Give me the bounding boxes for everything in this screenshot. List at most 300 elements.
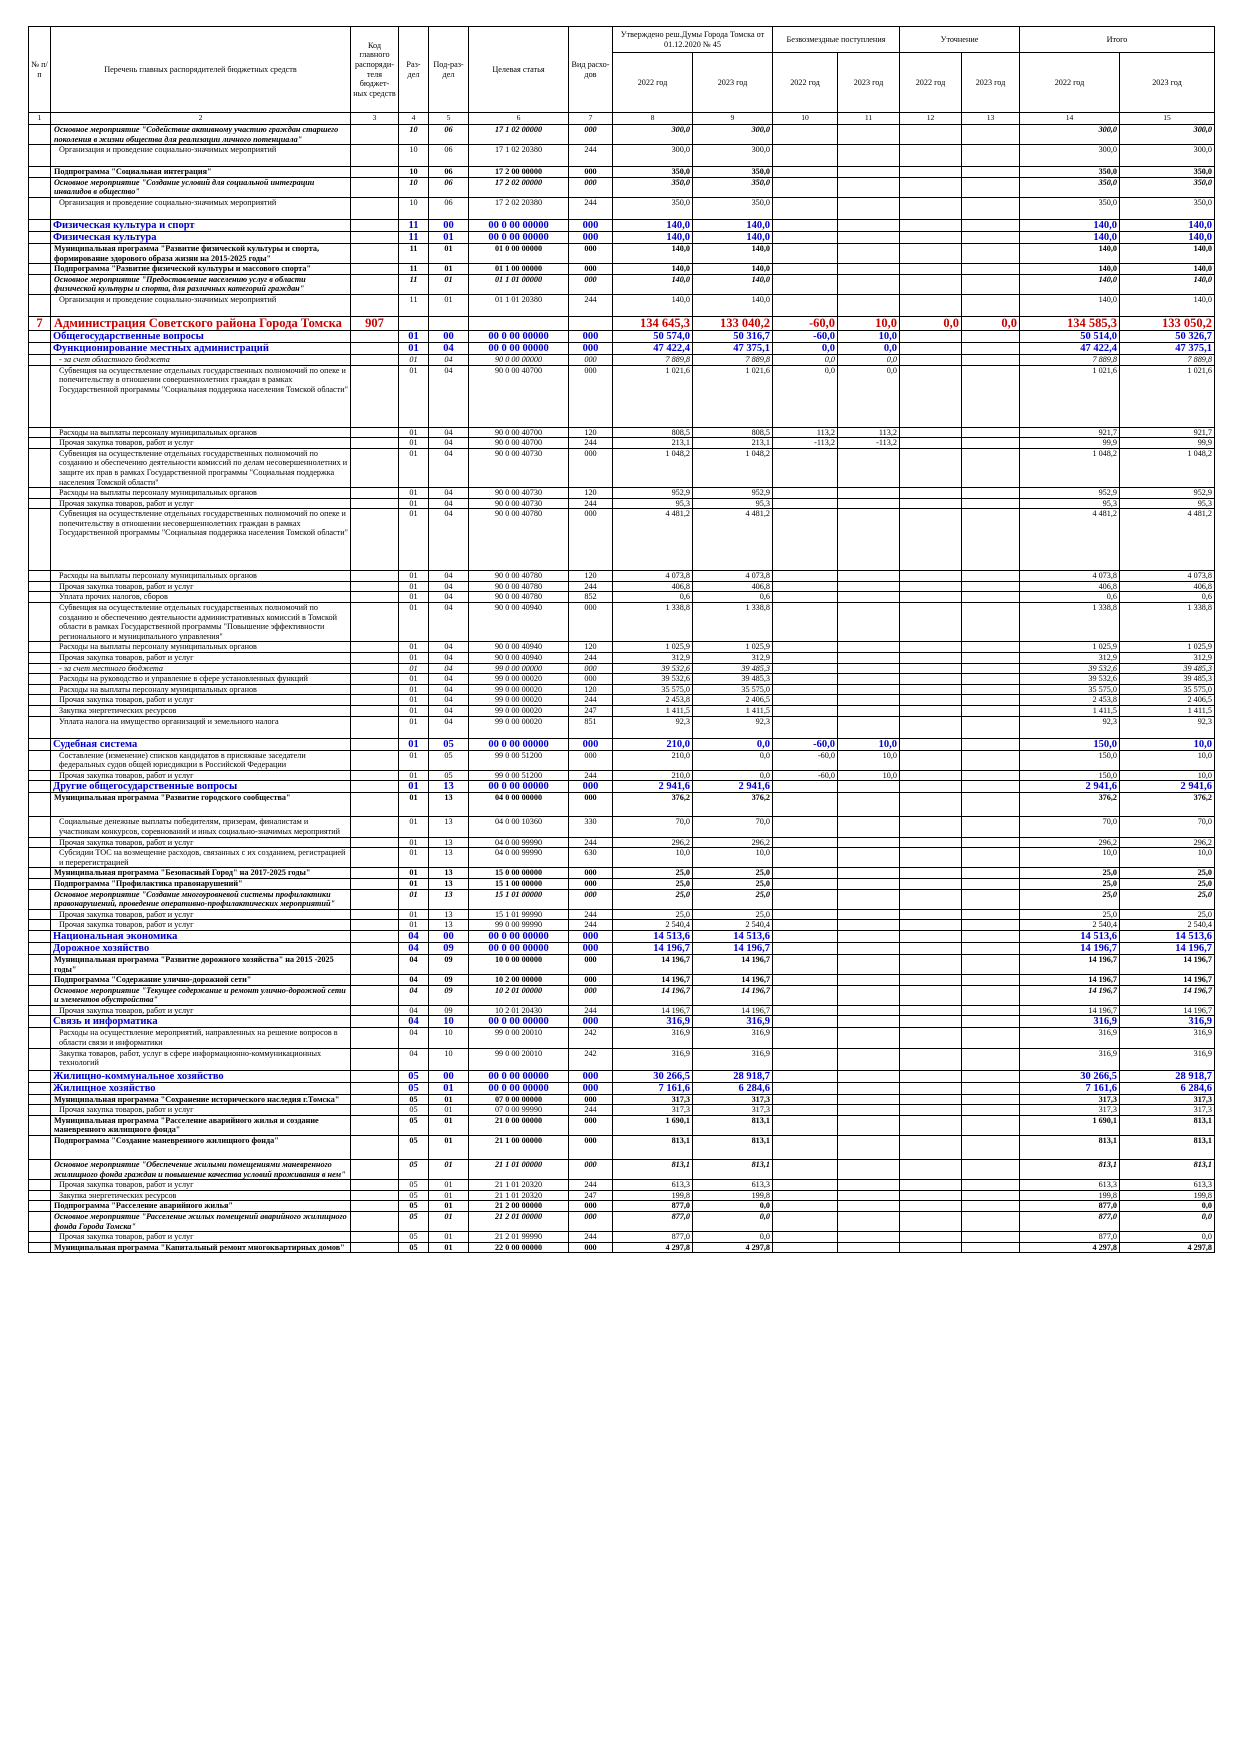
row-free-2022: -60,0 [773, 738, 838, 750]
row-total-2023: 140,0 [1120, 294, 1215, 316]
row-subsection: 01 [429, 1190, 469, 1201]
row-total-2023: 316,9 [1120, 1016, 1215, 1028]
row-subsection: 13 [429, 837, 469, 848]
row-refine-2022 [900, 365, 962, 427]
row-approved-2022: 92,3 [613, 716, 693, 738]
row-section: 11 [399, 264, 429, 275]
row-code [351, 781, 399, 793]
row-code [351, 985, 399, 1005]
row-number [29, 920, 51, 931]
row-refine-2022 [900, 592, 962, 603]
row-section: 10 [399, 167, 429, 178]
row-refine-2023 [962, 684, 1020, 695]
column-number: 11 [838, 113, 900, 125]
row-free-2023: 10,0 [838, 330, 900, 342]
table-row [29, 365, 1215, 427]
row-target: 00 0 00 00000 [469, 330, 569, 342]
row-code [351, 1105, 399, 1116]
row-number [29, 868, 51, 879]
row-free-2023 [838, 889, 900, 909]
row-subsection: 13 [429, 889, 469, 909]
row-expense-type: 000 [569, 1070, 613, 1082]
row-expense-type: 000 [569, 342, 613, 354]
row-total-2023: 10,0 [1120, 848, 1215, 868]
row-approved-2022: 350,0 [613, 167, 693, 178]
row-total-2023: 4 073,8 [1120, 571, 1215, 582]
row-approved-2022: 14 196,7 [613, 1005, 693, 1016]
row-total-2023: 317,3 [1120, 1105, 1215, 1116]
row-section: 11 [399, 219, 429, 231]
row-approved-2023: 813,1 [693, 1136, 773, 1160]
table-row [29, 1048, 1215, 1070]
row-name: Субвенция на осуществление отдельных государственных полномочий по созданию и обеспечению деятельности комиссий по делам несовершеннолетних и защите их прав в рамках Государственной программы "Социальная поддержка населения Томской области" [51, 448, 351, 487]
row-approved-2023: 317,3 [693, 1105, 773, 1116]
row-free-2022 [773, 1212, 838, 1232]
row-refine-2023 [962, 603, 1020, 642]
row-approved-2022: 1 021,6 [613, 365, 693, 427]
row-expense-type: 000 [569, 1094, 613, 1105]
row-expense-type: 000 [569, 750, 613, 770]
row-name: Уплата налога на имущество организаций и земельного налога [51, 716, 351, 738]
row-refine-2022 [900, 1160, 962, 1180]
row-target: 90 0 00 40780 [469, 509, 569, 571]
header-refinement: Уточнение [900, 27, 1020, 53]
row-subsection: 06 [429, 145, 469, 167]
row-total-2023: 813,1 [1120, 1115, 1215, 1135]
row-subsection: 13 [429, 793, 469, 817]
row-approved-2022: 25,0 [613, 878, 693, 889]
table-row [29, 571, 1215, 582]
row-number [29, 342, 51, 354]
row-refine-2023 [962, 954, 1020, 974]
table-row [29, 848, 1215, 868]
row-code [351, 1115, 399, 1135]
row-approved-2022: 376,2 [613, 793, 693, 817]
row-section: 01 [399, 592, 429, 603]
row-free-2023 [838, 592, 900, 603]
row-refine-2023 [962, 498, 1020, 509]
row-section: 01 [399, 488, 429, 499]
row-code [351, 750, 399, 770]
row-free-2023 [838, 498, 900, 509]
row-refine-2023 [962, 1180, 1020, 1191]
table-row [29, 1105, 1215, 1116]
row-target: 00 0 00 00000 [469, 219, 569, 231]
row-total-2022: 813,1 [1020, 1160, 1120, 1180]
row-free-2023 [838, 219, 900, 231]
row-target: 90 0 00 40700 [469, 438, 569, 449]
row-code [351, 219, 399, 231]
row-subsection: 04 [429, 354, 469, 365]
row-refine-2022 [900, 498, 962, 509]
row-expense-type: 242 [569, 1048, 613, 1070]
row-total-2023: 39 485,3 [1120, 674, 1215, 685]
row-refine-2022 [900, 930, 962, 942]
row-section: 05 [399, 1094, 429, 1105]
row-free-2022 [773, 1094, 838, 1105]
row-code [351, 642, 399, 653]
header-section: Раз-дел [399, 27, 429, 113]
row-target: 90 0 00 40940 [469, 642, 569, 653]
row-expense-type: 000 [569, 274, 613, 294]
row-refine-2023 [962, 1201, 1020, 1212]
row-refine-2023 [962, 930, 1020, 942]
row-name: Прочая закупка товаров, работ и услуг [51, 1105, 351, 1116]
row-total-2023: 613,3 [1120, 1180, 1215, 1191]
row-total-2022: 813,1 [1020, 1136, 1120, 1160]
row-approved-2023: 317,3 [693, 1094, 773, 1105]
row-code [351, 975, 399, 986]
table-row [29, 684, 1215, 695]
row-number [29, 243, 51, 263]
row-code [351, 848, 399, 868]
table-row [29, 1201, 1215, 1212]
row-refine-2023 [962, 145, 1020, 167]
row-total-2022: 296,2 [1020, 837, 1120, 848]
row-name: - за счет местного бюджета [51, 663, 351, 674]
row-name: Физическая культура и спорт [51, 219, 351, 231]
row-free-2022 [773, 1070, 838, 1082]
table-row [29, 177, 1215, 197]
header-year: 2023 год [962, 53, 1020, 113]
column-number: 9 [693, 113, 773, 125]
row-approved-2022: 210,0 [613, 770, 693, 781]
table-row [29, 1082, 1215, 1094]
row-approved-2022: 300,0 [613, 145, 693, 167]
row-total-2022: 1 021,6 [1020, 365, 1120, 427]
row-code [351, 1232, 399, 1243]
row-approved-2023: 14 196,7 [693, 954, 773, 974]
row-free-2023: 113,2 [838, 427, 900, 438]
row-code [351, 592, 399, 603]
row-total-2022: 95,3 [1020, 498, 1120, 509]
row-refine-2022 [900, 684, 962, 695]
row-total-2023: 813,1 [1120, 1160, 1215, 1180]
row-total-2023: 317,3 [1120, 1094, 1215, 1105]
row-refine-2022 [900, 219, 962, 231]
row-free-2022 [773, 294, 838, 316]
row-free-2023: 10,0 [838, 750, 900, 770]
table-row [29, 975, 1215, 986]
column-number: 5 [429, 113, 469, 125]
row-number [29, 219, 51, 231]
row-expense-type: 000 [569, 167, 613, 178]
row-code [351, 1028, 399, 1048]
row-expense-type: 244 [569, 145, 613, 167]
row-refine-2023 [962, 848, 1020, 868]
row-section: 01 [399, 354, 429, 365]
row-subsection: 01 [429, 1242, 469, 1253]
row-expense-type: 244 [569, 1005, 613, 1016]
row-approved-2023: 952,9 [693, 488, 773, 499]
row-code [351, 1070, 399, 1082]
row-name: Субвенция на осуществление отдельных государственных полномочий по созданию и обеспечению деятельности административных комиссий в Томской области в рамках Государственной программы "Повышение эффективности регионального и муниципального управления" [51, 603, 351, 642]
row-refine-2023 [962, 878, 1020, 889]
table-row [29, 750, 1215, 770]
row-target: 90 0 00 40780 [469, 581, 569, 592]
row-refine-2023 [962, 264, 1020, 275]
row-target: 01 1 01 00000 [469, 274, 569, 294]
row-refine-2023 [962, 571, 1020, 582]
row-number [29, 985, 51, 1005]
table-row [29, 1136, 1215, 1160]
header-subsection: Под-раз-дел [429, 27, 469, 113]
row-refine-2022 [900, 642, 962, 653]
row-name: Расходы на выплаты персоналу муниципальных органов [51, 427, 351, 438]
row-refine-2022 [900, 663, 962, 674]
row-expense-type: 120 [569, 571, 613, 582]
row-total-2022: 312,9 [1020, 653, 1120, 664]
row-free-2022 [773, 1082, 838, 1094]
row-approved-2022: 1 048,2 [613, 448, 693, 487]
row-total-2023: 140,0 [1120, 264, 1215, 275]
row-target: 00 0 00 00000 [469, 231, 569, 243]
row-total-2022: 134 585,3 [1020, 316, 1120, 330]
row-target: 17 1 02 00000 [469, 125, 569, 145]
row-section: 01 [399, 342, 429, 354]
row-expense-type: 244 [569, 581, 613, 592]
row-number [29, 488, 51, 499]
row-name: Прочая закупка товаров, работ и услуг [51, 438, 351, 449]
row-refine-2023 [962, 1242, 1020, 1253]
row-section: 01 [399, 781, 429, 793]
row-number [29, 581, 51, 592]
table-row [29, 145, 1215, 167]
row-section: 04 [399, 954, 429, 974]
row-target: 15 1 00 00000 [469, 878, 569, 889]
row-number [29, 750, 51, 770]
row-approved-2022: 25,0 [613, 889, 693, 909]
row-free-2022 [773, 509, 838, 571]
row-refine-2023 [962, 706, 1020, 717]
row-subsection: 04 [429, 653, 469, 664]
table-row [29, 909, 1215, 920]
row-total-2023: 199,8 [1120, 1190, 1215, 1201]
row-subsection: 13 [429, 878, 469, 889]
row-expense-type: 244 [569, 1180, 613, 1191]
row-refine-2022 [900, 231, 962, 243]
row-name: Связь и информатика [51, 1016, 351, 1028]
row-approved-2022: 140,0 [613, 243, 693, 263]
row-refine-2022 [900, 954, 962, 974]
row-code [351, 674, 399, 685]
row-name: Основное мероприятие "Расселение жилых помещений аварийного жилищного фонда Города Томска" [51, 1212, 351, 1232]
row-total-2023: 92,3 [1120, 716, 1215, 738]
row-target: 21 1 01 20320 [469, 1190, 569, 1201]
row-refine-2022 [900, 793, 962, 817]
row-subsection: 00 [429, 330, 469, 342]
row-total-2022: 14 196,7 [1020, 985, 1120, 1005]
row-refine-2023 [962, 448, 1020, 487]
row-name: Прочая закупка товаров, работ и услуг [51, 837, 351, 848]
row-number [29, 1232, 51, 1243]
row-total-2023: 14 196,7 [1120, 942, 1215, 954]
row-approved-2023: 808,5 [693, 427, 773, 438]
row-free-2022 [773, 1105, 838, 1116]
row-name: Национальная экономика [51, 930, 351, 942]
row-free-2022 [773, 1242, 838, 1253]
row-name: Расходы на осуществление мероприятий, направленных на решение вопросов в области связи и информатики [51, 1028, 351, 1048]
row-approved-2022: 406,8 [613, 581, 693, 592]
row-total-2022: 2 453,8 [1020, 695, 1120, 706]
row-total-2023: 0,0 [1120, 1212, 1215, 1232]
row-refine-2023 [962, 781, 1020, 793]
row-free-2023 [838, 1201, 900, 1212]
row-section: 01 [399, 909, 429, 920]
row-free-2022 [773, 848, 838, 868]
row-approved-2022: 140,0 [613, 294, 693, 316]
row-free-2022 [773, 975, 838, 986]
row-number [29, 354, 51, 365]
row-approved-2022: 316,9 [613, 1048, 693, 1070]
table-row [29, 1005, 1215, 1016]
row-code [351, 509, 399, 571]
row-approved-2023: 350,0 [693, 167, 773, 178]
row-number [29, 1201, 51, 1212]
row-refine-2022 [900, 330, 962, 342]
row-approved-2022: 39 532,6 [613, 674, 693, 685]
row-subsection: 04 [429, 488, 469, 499]
row-approved-2022: 25,0 [613, 909, 693, 920]
row-subsection: 01 [429, 294, 469, 316]
row-target [469, 316, 569, 330]
row-refine-2023 [962, 330, 1020, 342]
row-approved-2023: 39 485,3 [693, 663, 773, 674]
row-total-2022: 199,8 [1020, 1190, 1120, 1201]
header-year: 2022 год [1020, 53, 1120, 113]
row-free-2022 [773, 706, 838, 717]
row-total-2022: 350,0 [1020, 197, 1120, 219]
header-num: № п/п [29, 27, 51, 113]
row-target: 90 0 00 40780 [469, 571, 569, 582]
row-free-2023 [838, 1094, 900, 1105]
row-number [29, 125, 51, 145]
row-approved-2023: 14 513,6 [693, 930, 773, 942]
row-refine-2022 [900, 488, 962, 499]
table-row [29, 954, 1215, 974]
row-subsection: 01 [429, 264, 469, 275]
row-free-2022 [773, 145, 838, 167]
table-row [29, 878, 1215, 889]
table-body [29, 125, 1215, 1253]
row-free-2022 [773, 985, 838, 1005]
row-free-2023 [838, 448, 900, 487]
row-target: 04 0 00 00000 [469, 793, 569, 817]
row-approved-2023: 28 918,7 [693, 1070, 773, 1082]
row-approved-2023: 1 411,5 [693, 706, 773, 717]
row-subsection: 06 [429, 167, 469, 178]
row-refine-2023 [962, 674, 1020, 685]
table-row [29, 197, 1215, 219]
row-expense-type: 244 [569, 920, 613, 931]
row-approved-2022: 296,2 [613, 837, 693, 848]
row-target: 90 0 00 40700 [469, 427, 569, 438]
row-free-2022: 0,0 [773, 354, 838, 365]
row-refine-2022 [900, 1190, 962, 1201]
row-total-2023: 296,2 [1120, 837, 1215, 848]
row-number [29, 264, 51, 275]
row-refine-2023 [962, 219, 1020, 231]
row-approved-2022: 140,0 [613, 231, 693, 243]
row-free-2022 [773, 817, 838, 837]
row-approved-2022: 317,3 [613, 1094, 693, 1105]
row-total-2022: 140,0 [1020, 243, 1120, 263]
row-code [351, 1005, 399, 1016]
row-target: 00 0 00 00000 [469, 781, 569, 793]
row-expense-type: 000 [569, 1136, 613, 1160]
row-number [29, 1190, 51, 1201]
row-name: Закупка энергетических ресурсов [51, 1190, 351, 1201]
row-refine-2023 [962, 942, 1020, 954]
row-section: 01 [399, 750, 429, 770]
row-section: 11 [399, 294, 429, 316]
row-total-2023: 316,9 [1120, 1028, 1215, 1048]
row-approved-2022: 317,3 [613, 1105, 693, 1116]
row-refine-2023 [962, 125, 1020, 145]
row-total-2023: 95,3 [1120, 498, 1215, 509]
row-name: Прочая закупка товаров, работ и услуг [51, 653, 351, 664]
row-total-2022: 10,0 [1020, 848, 1120, 868]
header-total: Итого [1020, 27, 1215, 53]
row-section: 01 [399, 581, 429, 592]
row-total-2023: 133 050,2 [1120, 316, 1215, 330]
row-subsection: 04 [429, 427, 469, 438]
table-row [29, 889, 1215, 909]
row-approved-2022: 350,0 [613, 177, 693, 197]
row-number [29, 770, 51, 781]
row-expense-type: 244 [569, 197, 613, 219]
row-free-2023 [838, 848, 900, 868]
row-section: 11 [399, 231, 429, 243]
row-free-2022 [773, 909, 838, 920]
row-code [351, 231, 399, 243]
row-free-2022 [773, 930, 838, 942]
row-subsection: 04 [429, 695, 469, 706]
row-code [351, 197, 399, 219]
row-approved-2023: 140,0 [693, 231, 773, 243]
table-row [29, 274, 1215, 294]
row-number [29, 1094, 51, 1105]
row-expense-type: 000 [569, 603, 613, 642]
row-code: 907 [351, 316, 399, 330]
row-section [399, 316, 429, 330]
row-approved-2023: 1 338,8 [693, 603, 773, 642]
row-free-2023 [838, 1070, 900, 1082]
row-free-2022 [773, 889, 838, 909]
row-refine-2022 [900, 716, 962, 738]
row-approved-2023: 14 196,7 [693, 942, 773, 954]
row-free-2022: -60,0 [773, 330, 838, 342]
row-number [29, 817, 51, 837]
row-expense-type: 000 [569, 177, 613, 197]
table-row [29, 1028, 1215, 1048]
row-total-2023: 14 196,7 [1120, 985, 1215, 1005]
row-expense-type: 000 [569, 889, 613, 909]
row-approved-2022: 70,0 [613, 817, 693, 837]
row-refine-2022 [900, 1201, 962, 1212]
table-row [29, 1180, 1215, 1191]
row-free-2022 [773, 581, 838, 592]
row-name: Прочая закупка товаров, работ и услуг [51, 498, 351, 509]
row-free-2023 [838, 243, 900, 263]
row-expense-type: 000 [569, 354, 613, 365]
row-refine-2023 [962, 1160, 1020, 1180]
row-approved-2023: 376,2 [693, 793, 773, 817]
row-refine-2022 [900, 920, 962, 931]
table-row [29, 781, 1215, 793]
row-total-2022: 47 422,4 [1020, 342, 1120, 354]
row-number [29, 231, 51, 243]
